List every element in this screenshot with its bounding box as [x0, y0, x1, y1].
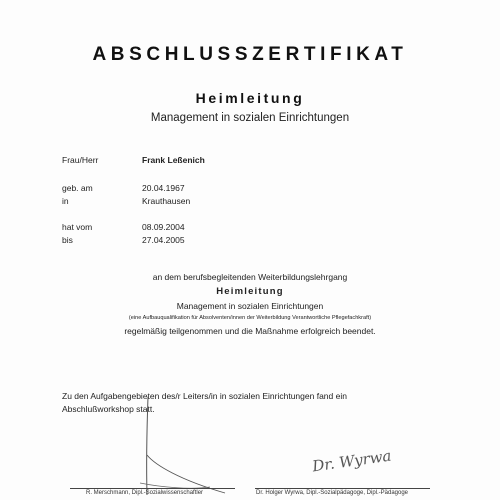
left-signature-line — [70, 488, 235, 489]
birth-place-label: in — [62, 196, 69, 206]
left-signatory-name: R. Merschmann, Dipl.-Sozialwissenschaftler — [86, 490, 204, 496]
course-intro: an dem berufsbegleitenden Weiterbildungslehrgang — [152, 272, 348, 282]
course-completion: regelmäßig teilgenommen und die Maßnahme erfolgreich beendet. — [124, 326, 376, 336]
name-label: Frau/Herr — [62, 155, 99, 165]
certificate-title: ABSCHLUSSZERTIFIKAT — [92, 44, 408, 65]
birth-date-value: 20.04.1967 — [142, 183, 185, 193]
workshop-line-1: Zu den Aufgabengebieten des/r Leiters/in in sozialen Einrichtungen fand ein — [62, 391, 347, 401]
course-subtitle: Management in sozialen Einrichtungen — [176, 301, 324, 311]
certificate-subtitle: Heimleitung — [195, 90, 305, 106]
workshop-line-2: Abschlußworkshop statt. — [62, 404, 155, 414]
right-signature-line — [255, 488, 430, 489]
course-title: Heimleitung — [216, 286, 284, 297]
period-end-label: bis — [62, 235, 73, 245]
period-start-value: 08.09.2004 — [142, 222, 185, 232]
course-note: (eine Aufbauqualifikation für Absolventen/innen der Weiterbildung Verantwortliche Pflegefachkraft) — [128, 315, 372, 321]
certificate-subtitle-2: Management in sozialen Einrichtungen — [150, 112, 350, 124]
birth-date-label: geb. am — [62, 183, 93, 193]
right-signature: Dr. Wyrwa — [311, 446, 393, 476]
name-value: Frank Leßenich — [142, 155, 205, 165]
period-end-value: 27.04.2005 — [142, 235, 185, 245]
workshop-paragraph — [62, 390, 442, 416]
birth-place-value: Krauthausen — [142, 196, 191, 206]
period-start-label: hat vom — [62, 222, 93, 232]
right-signatory-name: Dr. Holger Wyrwa, Dipl.-Sozialpädagoge, Dipl.-Pädagoge — [256, 490, 409, 496]
